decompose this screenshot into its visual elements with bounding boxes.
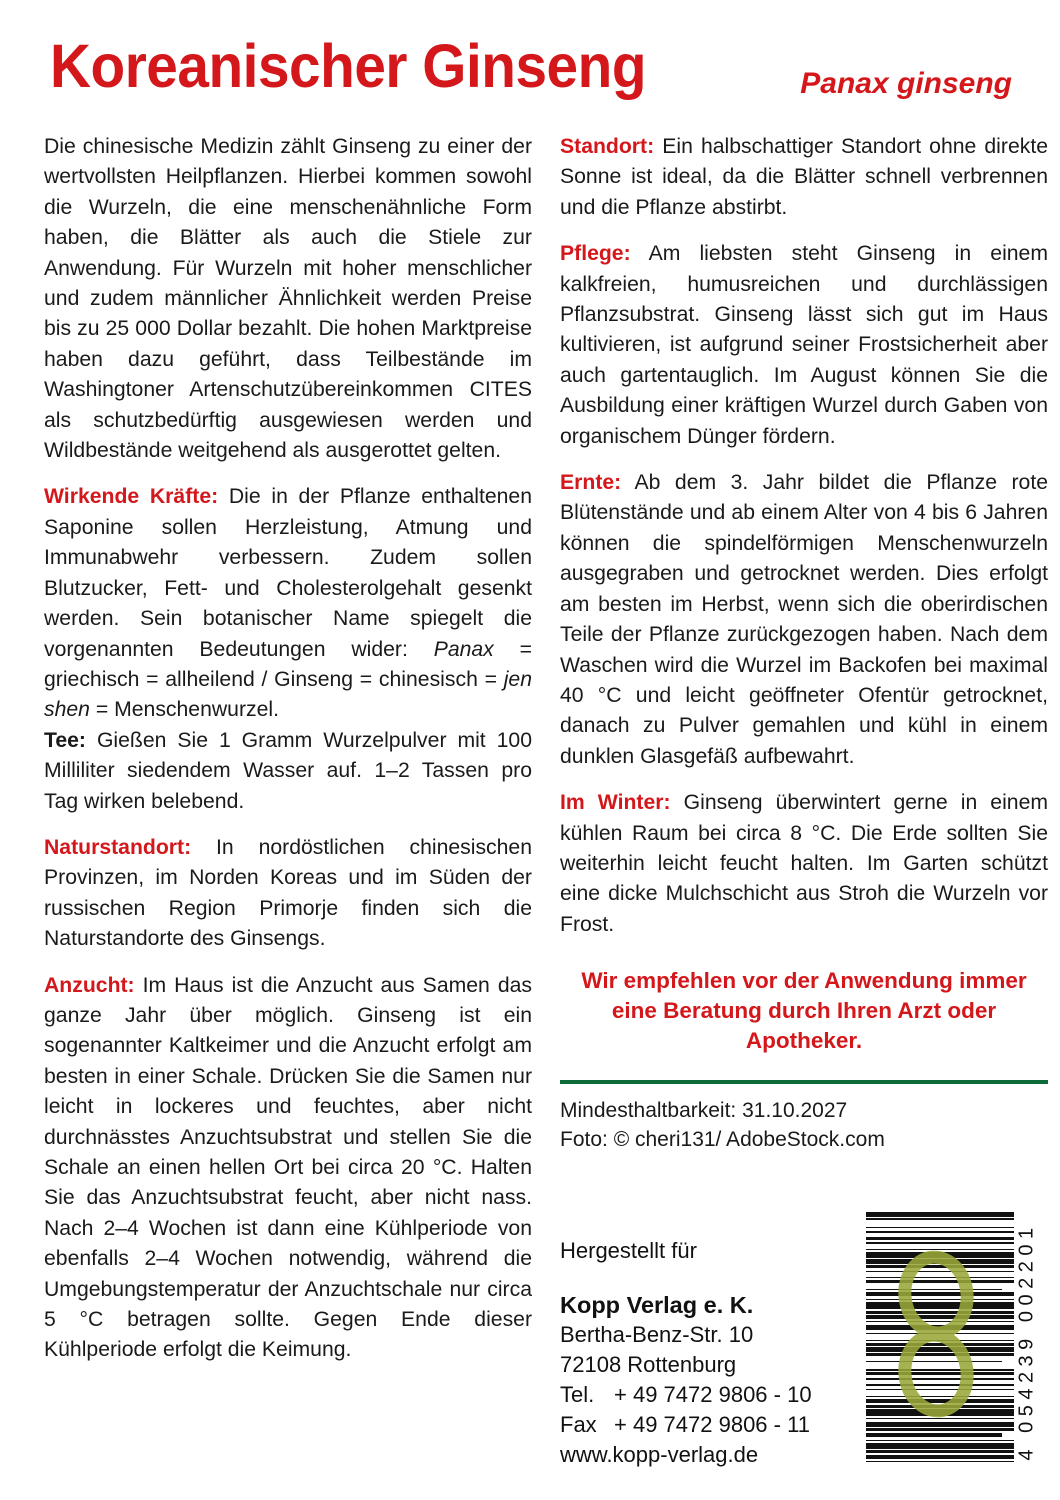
fax-value: + 49 7472 9806 - 11	[614, 1412, 810, 1438]
italic-panax: Panax	[433, 637, 494, 661]
section-text-im-winter: Ginseng überwintert gerne in einem kühlen Raum bei circa 8 °C. Die Erde sollten Sie weiterhin leicht feucht halten. Im Garten schützt eine dicke Mulchschicht aus Stroh die Wurzeln vor Frost.	[560, 791, 1048, 936]
section-anzucht	[44, 971, 532, 1366]
company-telephone	[560, 1380, 812, 1410]
section-lead-tee: Tee:	[44, 728, 86, 752]
barcode-number: 4 054239 002201	[1015, 1222, 1038, 1461]
company-fax	[560, 1410, 812, 1440]
best-before-line: Mindesthaltbarkeit: 31.10.2027	[560, 1099, 848, 1123]
content-columns	[44, 132, 1048, 1470]
section-text-ernte: Ab dem 3. Jahr bildet die Pflanze rote Blütenstände und ab einem Alter von 4 bis 6 Jahren können die spindelförmigen Menschenwurzeln ausgegraben und getrocknet werden. Dies erfolgt am besten im Herbst, wenn sich die oberirdischen Teile der Pflanze zurückgezogen haben. Nach dem Waschen wird die Wurzel im Backofen bei maximal 40 °C und leicht geöffneter Ofentür getrocknet, danach zu Pulver gemahlen und kühl in einem dunklen Glasgefäß aufbewahrt.	[560, 471, 1048, 768]
section-text-tee: Gießen Sie 1 Gramm Wurzelpulver mit 100 Milliliter siedendem Wasser auf. 1–2 Tassen pro Tag wirken belebend.	[44, 728, 532, 813]
company-name: Kopp Verlag e. K.	[560, 1292, 754, 1319]
page-title: Koreanischer Ginseng	[50, 32, 647, 100]
photo-credit-line: Foto: © cheri131/ AdobeStock.com	[560, 1128, 885, 1152]
barcode-bars	[866, 1212, 1014, 1470]
section-ernte	[560, 468, 1048, 772]
divider-green	[560, 1080, 1048, 1084]
imprint-block	[560, 1236, 812, 1470]
section-text-part3: = Menschenwurzel.	[89, 698, 279, 722]
section-text-standort: Ein halbschattiger Standort ohne direkte Sonne ist ideal, da die Blätter schnell verbrennen und die Pflanze abstirbt.	[560, 135, 1048, 219]
section-text-naturstandort: In nordöstlichen chinesischen Provinzen, im Norden Koreas und im Süden der russischen Region Primorje finden sich die Naturstandorte des Ginsengs.	[44, 835, 532, 951]
section-lead-ernte: Ernte:	[560, 471, 622, 495]
section-lead-im-winter: Im Winter:	[560, 791, 671, 815]
section-pflege	[560, 239, 1048, 452]
recommendation-notice: Wir empfehlen vor der Anwendung immer eine Beratung durch Ihren Arzt oder Apotheker.	[581, 968, 1027, 1054]
section-wirkende-kraefte	[44, 482, 532, 725]
paragraph-intro: Die chinesische Medizin zählt Ginseng zu einer der wertvollsten Heilpflanzen. Hierbei kommen sowohl die Wurzeln, die eine menschenähnliche Form haben, die Blätter als auch die Stiele zur Anwendung. Für Wurzeln mit hoher menschlicher und zudem männlicher Ähnlichkeit werden Preise bis zu 25 000 Dollar bezahlt. Die hohen Marktpreise haben dazu geführt, dass Teilbestände im Washingtoner Artenschutzübereinkommen CITES als schutzbedürftig ausgewiesen werden und Wildbestände weitgehend als ausgerottet gelten.	[44, 135, 532, 463]
made-for-label: Hergestellt für	[560, 1238, 697, 1264]
italic-jen-shen: jen shen	[44, 667, 532, 722]
section-tee	[44, 726, 532, 817]
page-header	[44, 34, 1022, 110]
company-city: 72108 Rottenburg	[560, 1352, 737, 1378]
section-lead-anzucht: Anzucht:	[44, 973, 135, 997]
section-text-pflege: Am liebsten steht Ginseng in einem kalkfreien, humusreichen und durchlässigen Pflanzsubstrat. Ginseng lässt sich gut im Haus kultivieren, ist aufgrund seiner Frostsicherheit aber auch gartentauglich. Im August können Sie die Ausbildung einer kräftigen Wurzel durch Gaben von organischem Dünger fördern.	[560, 242, 1048, 448]
company-street: Bertha-Benz-Str. 10	[560, 1322, 754, 1348]
section-lead-naturstandort: Naturstandort:	[44, 835, 192, 859]
telephone-value: + 49 7472 9806 - 10	[614, 1382, 812, 1408]
left-column	[44, 132, 532, 1470]
section-lead-standort: Standort:	[560, 135, 655, 158]
barcode-digits	[1010, 1212, 1044, 1470]
fax-label: Fax	[560, 1412, 597, 1438]
section-text-part1: Die in der Pflanze enthaltenen Saponine sollen Herzleistung, Atmung und Immunabwehr verbessern. Zudem sollen Blutzucker, Fett- und Cholesterolgehalt gesenkt werden. Sein botanischer Name spiegelt die vorgenannten Bedeutungen wider:	[44, 485, 532, 661]
section-lead-wirkende-kraefte: Wirkende Kräfte:	[44, 485, 219, 509]
section-im-winter	[560, 788, 1048, 940]
section-text-part2: = griechisch = allheilend / Ginseng = chinesisch =	[44, 637, 532, 691]
footer-block	[560, 1212, 1048, 1470]
section-text-anzucht: Im Haus ist die Anzucht aus Samen das ganze Jahr über möglich. Ginseng ist ein sogenannter Kaltkeimer und die Anzucht erfolgt am besten in einer Schale. Drücken Sie die Samen nur leicht in lockeres und feuchtes, aber nicht durchnässtes Anzuchtsubstrat und stellen Sie die Schale an einen hellen Ort bei circa 20 °C. Halten Sie das Anzuchtsubstrat feucht, aber nicht nass. Nach 2–4 Wochen ist dann eine Kühlperiode von ebenfalls 2–4 Wochen notwendig, während die Umgebungstemperatur der Anzuchtschale nur circa 5 °C betragen sollte. Gegen Ende dieser Kühlperiode erfolgt die Keimung.	[44, 973, 532, 1362]
company-website: www.kopp-verlag.de	[560, 1442, 759, 1468]
section-standort	[560, 132, 1048, 223]
section-naturstandort	[44, 833, 532, 955]
telephone-label: Tel.	[560, 1382, 595, 1408]
barcode	[866, 1212, 1042, 1470]
latin-species-name: Panax ginseng	[800, 67, 1012, 100]
section-lead-pflege: Pflege:	[560, 242, 631, 266]
right-column	[560, 132, 1048, 1470]
